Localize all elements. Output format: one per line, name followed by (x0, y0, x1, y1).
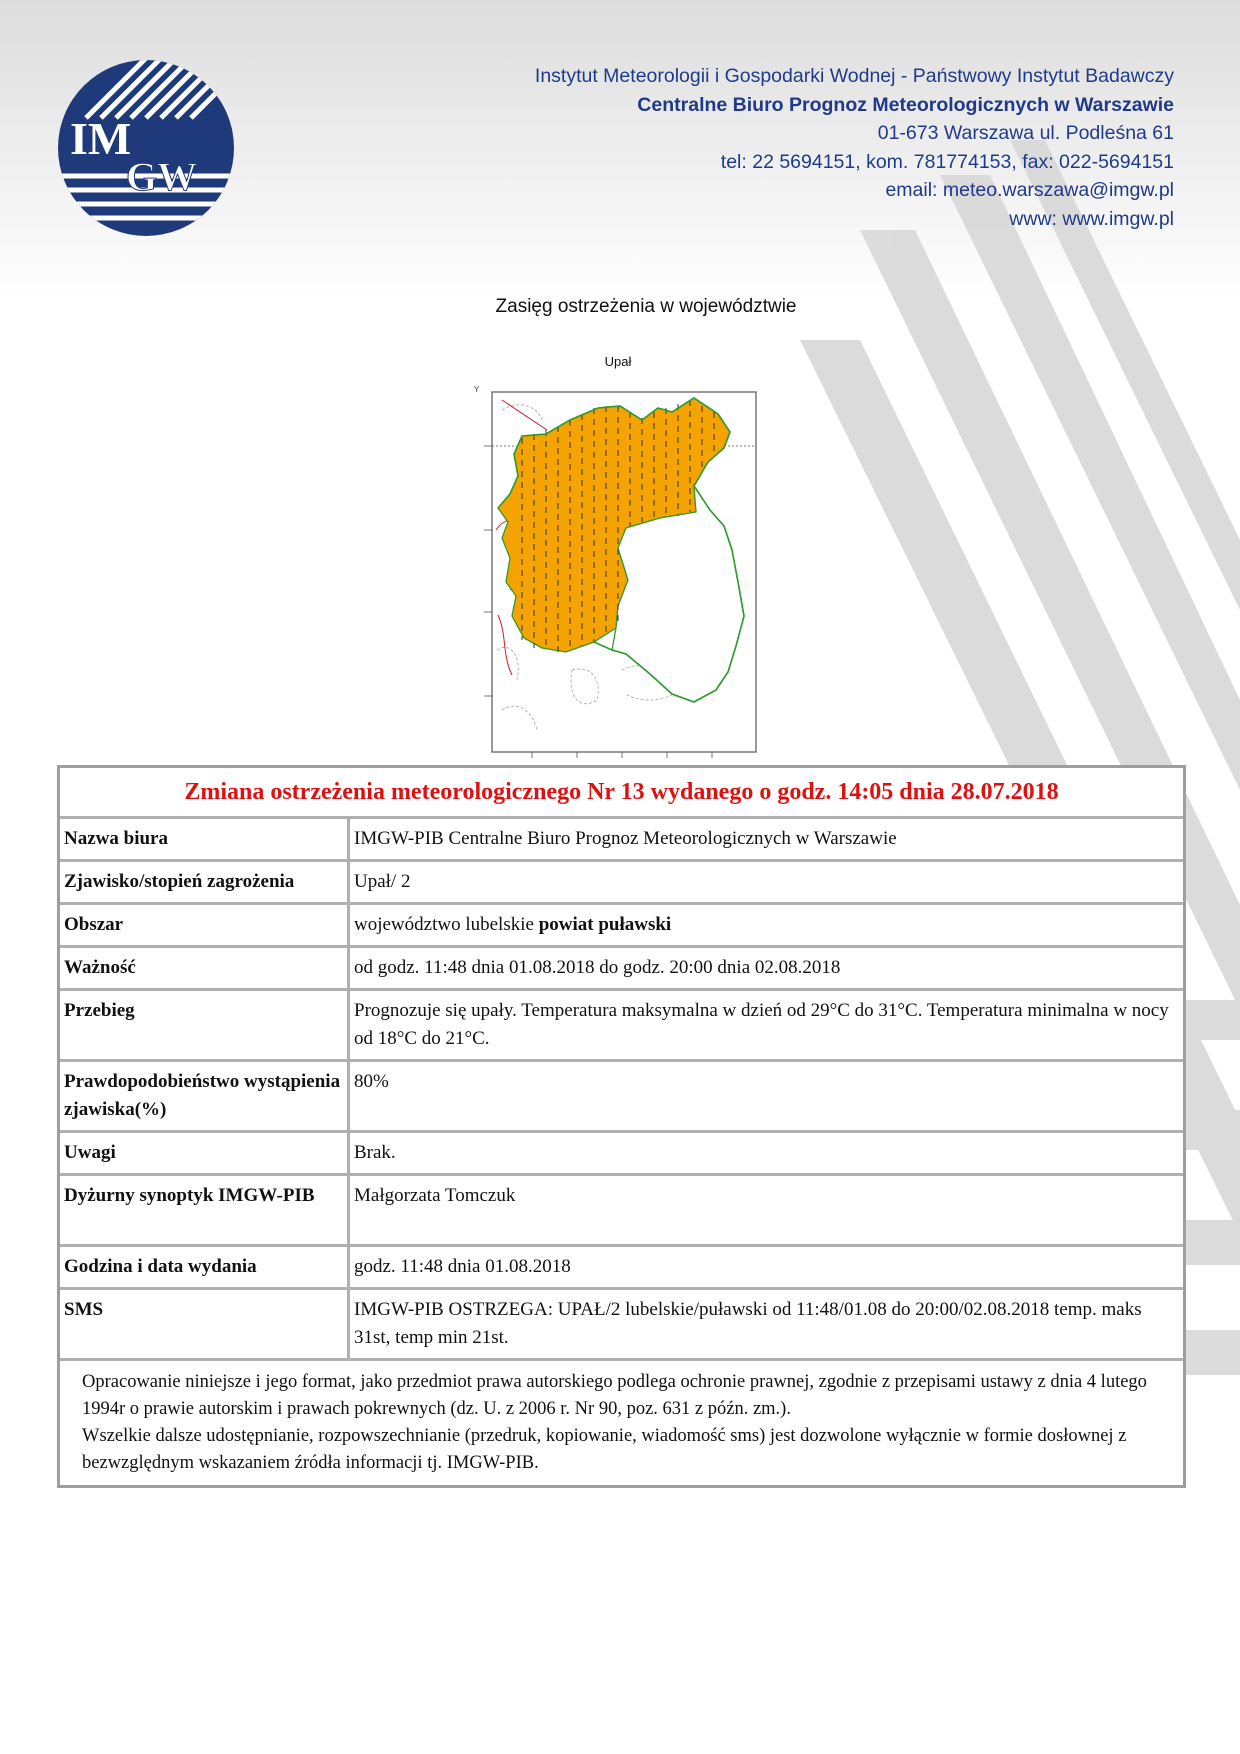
row-label: Prawdopodobieństwo wystąpienia zjawiska(%) (60, 1062, 350, 1130)
table-row (60, 862, 1183, 905)
y-axis-label: Y (474, 385, 480, 394)
row-label: Obszar (60, 905, 350, 945)
row-label: Uwagi (60, 1133, 350, 1173)
institute-name: Instytut Meteorologii i Gospodarki Wodnej - Państwowy Instytut Badawczy (534, 65, 1174, 87)
row-value: IMGW-PIB OSTRZEGA: UPAŁ/2 lubelskie/puławski od 11:48/01.08 do 20:00/02.08.2018 temp. maks 31st, temp min 21st. (354, 1299, 1142, 1348)
bureau-name: Centralne Biuro Prognoz Meteorologicznych w Warszawie (637, 93, 1174, 116)
table-row (60, 819, 1183, 862)
row-value: godz. 11:48 dnia 01.08.2018 (354, 1256, 571, 1277)
row-value: 80% (354, 1071, 389, 1092)
website[interactable]: www: www.imgw.pl (1009, 207, 1174, 230)
row-label: SMS (60, 1290, 350, 1358)
row-value: Upał/ 2 (354, 871, 411, 892)
email[interactable]: email: meteo.warszawa@imgw.pl (885, 179, 1174, 201)
warning-table (57, 765, 1186, 1488)
row-value: Brak. (354, 1142, 396, 1163)
table-row (60, 948, 1183, 991)
table-row (60, 991, 1183, 1062)
row-label: Nazwa biura (60, 819, 350, 859)
row-label: Zjawisko/stopień zagrożenia (60, 862, 350, 902)
imgw-logo (56, 58, 236, 238)
map-title: Upał (604, 354, 632, 369)
address: 01-673 Warszawa ul. Podleśna 61 (877, 122, 1174, 144)
copyright-notice (60, 1361, 1183, 1485)
table-row (60, 1133, 1183, 1176)
table-row (60, 905, 1183, 948)
usage-paragraph: Wszelkie dalsze udostępnianie, rozpowszechnianie (przedruk, kopiowanie, wiadomość sms) jest dozwolone wyłącznie w formie dosłownej z bezwzględnym wskazaniem źródła informacji tj. IMGW-PIB. (82, 1426, 1127, 1473)
organization-info (535, 62, 1174, 233)
table-row (60, 1176, 1183, 1247)
row-value (350, 905, 1183, 945)
table-row (60, 1290, 1183, 1361)
area-voivodeship: województwo lubelskie (354, 914, 539, 935)
row-value: IMGW-PIB Centralne Biuro Prognoz Meteorologicznych w Warszawie (354, 828, 897, 849)
copyright-paragraph: Opracowanie niniejsze i jego format, jako przedmiot prawa autorskiego podlega ochronie prawnej, zgodnie z przepisami ustawy z dnia 4 lutego 1994r o prawie autorskim i prawach pokrewnych (dz. U. z 2006 r. Nr 90, poz. 631 z późn. zm.). (82, 1372, 1147, 1419)
row-label: Dyżurny synoptyk IMGW-PIB (60, 1176, 350, 1244)
svg-text:GW: GW (126, 154, 198, 199)
row-value: Prognozuje się upały. Temperatura maksymalna w dzień od 29°C do 31°C. Temperatura minimalna w nocy od 18°C do 21°C. (354, 1000, 1169, 1049)
row-value: Małgorzata Tomczuk (354, 1185, 516, 1206)
map-heading: Zasięg ostrzeżenia w województwie (495, 296, 797, 317)
warning-map (462, 350, 774, 760)
area-county: powiat puławski (538, 914, 672, 935)
row-label: Ważność (60, 948, 350, 988)
table-row (60, 1062, 1183, 1133)
phone: tel: 22 5694151, kom. 781774153, fax: 022-5694151 (720, 150, 1174, 173)
row-value: od godz. 11:48 dnia 01.08.2018 do godz. 20:00 dnia 02.08.2018 (354, 957, 841, 978)
table-row (60, 1247, 1183, 1290)
warning-title: Zmiana ostrzeżenia meteorologicznego Nr 13 wydanego o godz. 14:05 dnia 28.07.2018 (60, 768, 1183, 819)
row-label: Godzina i data wydania (60, 1247, 350, 1287)
row-label: Przebieg (60, 991, 350, 1059)
svg-text:IM: IM (70, 113, 132, 164)
